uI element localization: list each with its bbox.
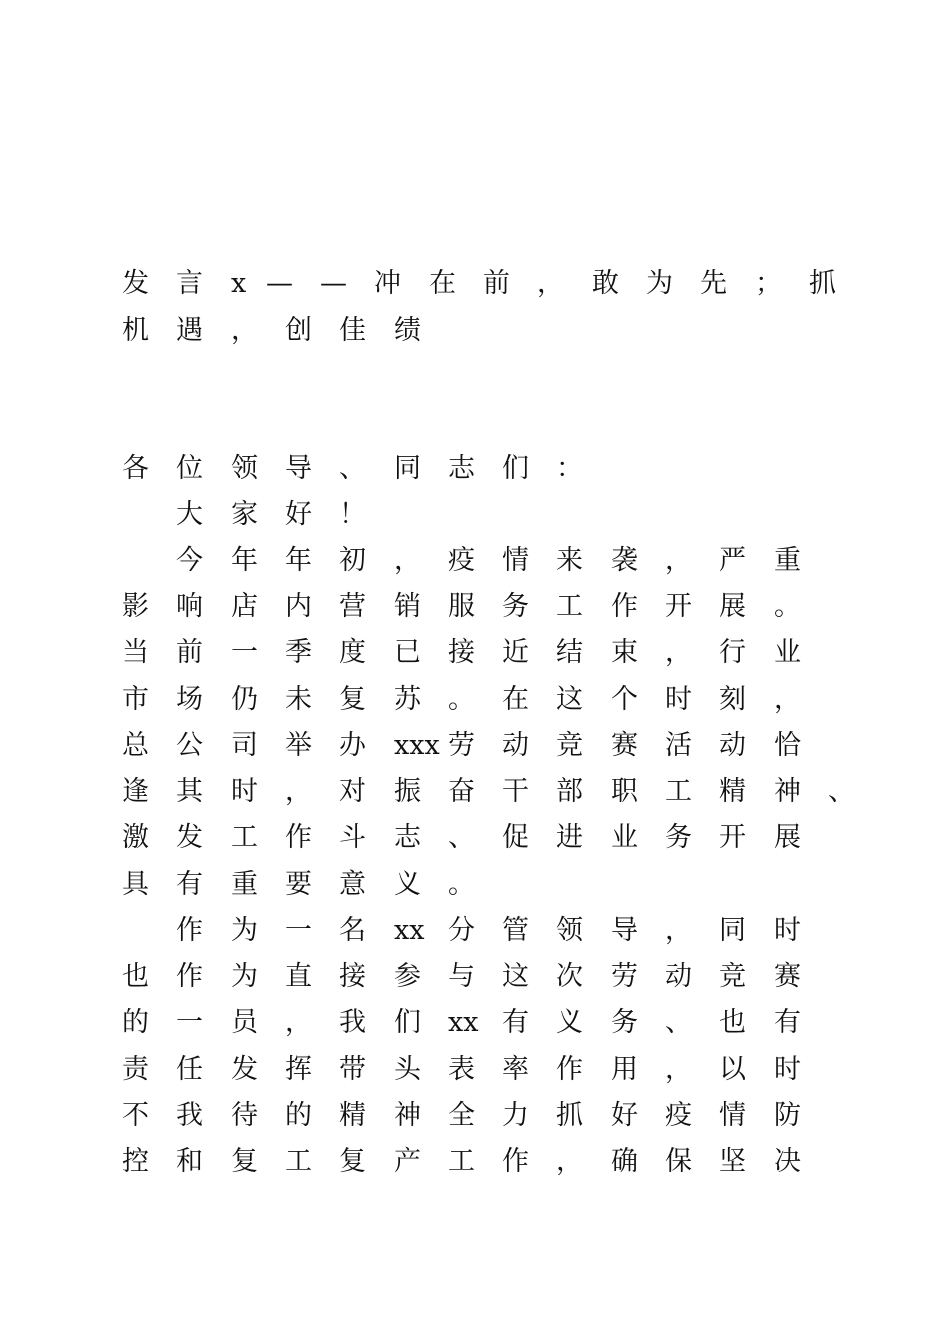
text-char: ， (665, 637, 692, 668)
text-char: 发 (231, 1054, 258, 1085)
text-char: 市 (122, 684, 149, 715)
text-char: 与 (448, 961, 475, 992)
text-char: 、 (448, 822, 475, 853)
text-char: — (320, 268, 347, 299)
text-char: ， (231, 315, 258, 346)
text-char: 时 (774, 1054, 801, 1085)
text-char: 也 (122, 961, 149, 992)
text-char: 作 (556, 1054, 583, 1085)
text-char: 力 (502, 1100, 529, 1131)
text-char: 绩 (394, 315, 421, 346)
text-char: 遇 (176, 315, 203, 346)
text-char: 劳 (611, 961, 638, 992)
text-char: 办 (339, 730, 366, 761)
text-char: 佳 (339, 315, 366, 346)
text-char: 近 (502, 637, 529, 668)
text-char: 影 (122, 591, 149, 622)
text-char: 发 (122, 268, 149, 299)
text-char: 束 (611, 637, 638, 668)
text-char: 前 (483, 268, 510, 299)
text-char: 冲 (374, 268, 401, 299)
text-char: 工 (665, 776, 692, 807)
text-char: 义 (394, 869, 421, 900)
text-char: 有 (774, 1007, 801, 1038)
text-char: 作 (611, 591, 638, 622)
text-char: 待 (231, 1100, 258, 1131)
text-char: 。 (774, 591, 801, 622)
text-char: 重 (774, 545, 801, 576)
text-char: 位 (176, 453, 203, 484)
text-char: 业 (611, 822, 638, 853)
text-char: 今 (176, 545, 203, 576)
text-char: ， (285, 776, 312, 807)
text-char: 总 (122, 730, 149, 761)
text-char: 同 (719, 915, 746, 946)
text-char: 发 (176, 822, 203, 853)
text-char: 确 (611, 1146, 638, 1177)
text-char: 竞 (719, 961, 746, 992)
text-char: 领 (556, 915, 583, 946)
text-char: 表 (448, 1054, 475, 1085)
text-char: 敢 (592, 268, 619, 299)
text-char: 活 (665, 730, 692, 761)
text-char: 以 (719, 1054, 746, 1085)
text-char: 为 (231, 961, 258, 992)
text-char: 一 (285, 915, 312, 946)
text-char: 。 (448, 869, 475, 900)
text-char: ， (556, 1146, 583, 1177)
text-char: 年 (231, 545, 258, 576)
text-char: 在 (502, 684, 529, 715)
text-char: 赛 (611, 730, 638, 761)
text-char: 用 (611, 1054, 638, 1085)
text-char: 度 (339, 637, 366, 668)
text-char: 个 (611, 684, 638, 715)
text-char: 、 (665, 1007, 692, 1038)
text-char: 这 (502, 961, 529, 992)
text-char: 不 (122, 1100, 149, 1131)
text-char: — (266, 268, 293, 299)
text-char: ： (556, 453, 583, 484)
text-char: 时 (231, 776, 258, 807)
text-char: 动 (502, 730, 529, 761)
text-char: 创 (285, 315, 312, 346)
text-char: 全 (448, 1100, 475, 1131)
text-char: 复 (339, 684, 366, 715)
text-char: ， (394, 545, 421, 576)
text-char: 们 (502, 453, 529, 484)
text-char: 行 (719, 637, 746, 668)
text-char: 员 (231, 1007, 258, 1038)
text-char: 导 (611, 915, 638, 946)
text-char: xx (394, 915, 425, 946)
text-char: 工 (448, 1146, 475, 1177)
text-char: 服 (448, 591, 475, 622)
text-char: 刻 (719, 684, 746, 715)
text-char: 我 (339, 1007, 366, 1038)
text-char: 机 (122, 315, 149, 346)
text-char: 复 (339, 1146, 366, 1177)
text-char: 严 (719, 545, 746, 576)
text-char: 。 (448, 684, 475, 715)
text-char: 好 (611, 1100, 638, 1131)
text-char: 响 (176, 591, 203, 622)
text-char: 坚 (719, 1146, 746, 1177)
text-char: 来 (556, 545, 583, 576)
text-char: 重 (231, 869, 258, 900)
text-char: 促 (502, 822, 529, 853)
text-char: 赛 (774, 961, 801, 992)
text-char: 的 (285, 1100, 312, 1131)
text-char: 先 (700, 268, 727, 299)
text-char: 分 (448, 915, 475, 946)
text-char: 保 (665, 1146, 692, 1177)
text-char: 斗 (339, 822, 366, 853)
text-char: 其 (176, 776, 203, 807)
text-char: 同 (394, 453, 421, 484)
text-char: 各 (122, 453, 149, 484)
text-char: 决 (774, 1146, 801, 1177)
text-char: 恰 (774, 730, 801, 761)
text-char: 年 (285, 545, 312, 576)
text-char: 、 (339, 453, 366, 484)
text-char: ； (755, 268, 782, 299)
text-char: 接 (339, 961, 366, 992)
text-char: ！ (339, 499, 366, 530)
text-char: 神 (394, 1100, 421, 1131)
text-char: 前 (176, 637, 203, 668)
text-char: 率 (502, 1054, 529, 1085)
text-char: 管 (502, 915, 529, 946)
text-char: 劳 (448, 730, 475, 761)
text-char: 开 (719, 822, 746, 853)
text-char: 大 (176, 499, 203, 530)
text-char: 开 (665, 591, 692, 622)
text-char: 未 (285, 684, 312, 715)
text-char: 挥 (285, 1054, 312, 1085)
text-char: 内 (285, 591, 312, 622)
text-char: 竞 (556, 730, 583, 761)
text-char: 具 (122, 869, 149, 900)
text-char: 产 (394, 1146, 421, 1177)
text-char: 有 (502, 1007, 529, 1038)
text-char: 工 (556, 591, 583, 622)
text-char: 疫 (665, 1100, 692, 1131)
text-char: ， (285, 1007, 312, 1038)
text-char: 、 (828, 776, 855, 807)
text-char: 神 (774, 776, 801, 807)
text-char: 的 (122, 1007, 149, 1038)
text-char: 防 (774, 1100, 801, 1131)
text-char: 复 (231, 1146, 258, 1177)
text-char: 一 (231, 637, 258, 668)
text-char: 抓 (809, 268, 836, 299)
text-char: 务 (665, 822, 692, 853)
text-char: 季 (285, 637, 312, 668)
text-char: 次 (556, 961, 583, 992)
text-char: 当 (122, 637, 149, 668)
text-char: 振 (394, 776, 421, 807)
text-char: 精 (339, 1100, 366, 1131)
text-char: 举 (285, 730, 312, 761)
text-char: 名 (339, 915, 366, 946)
text-char: 我 (176, 1100, 203, 1131)
text-char: 领 (231, 453, 258, 484)
text-char: ， (665, 915, 692, 946)
text-char: 务 (611, 1007, 638, 1038)
text-char: 作 (176, 915, 203, 946)
text-char: 精 (719, 776, 746, 807)
text-char: 展 (719, 591, 746, 622)
text-char: 务 (502, 591, 529, 622)
text-char: 销 (394, 591, 421, 622)
text-char: 带 (339, 1054, 366, 1085)
text-char: 好 (285, 499, 312, 530)
text-char: 司 (231, 730, 258, 761)
text-char: 进 (556, 822, 583, 853)
text-char: 控 (122, 1146, 149, 1177)
text-char: 抓 (556, 1100, 583, 1131)
text-char: 初 (339, 545, 366, 576)
text-char: 导 (285, 453, 312, 484)
text-char: ， (665, 545, 692, 576)
text-char: 工 (231, 822, 258, 853)
text-char: x (231, 268, 247, 299)
text-char: 作 (285, 822, 312, 853)
text-char: 已 (394, 637, 421, 668)
text-char: 义 (556, 1007, 583, 1038)
text-char: 情 (502, 545, 529, 576)
text-char: 情 (719, 1100, 746, 1131)
text-char: 动 (719, 730, 746, 761)
text-char: 接 (448, 637, 475, 668)
text-char: 参 (394, 961, 421, 992)
text-char: 在 (429, 268, 456, 299)
text-char: ， (774, 684, 801, 715)
text-char: 业 (774, 637, 801, 668)
text-char: 时 (665, 684, 692, 715)
text-char: 家 (231, 499, 258, 530)
text-char: 疫 (448, 545, 475, 576)
text-char: 部 (556, 776, 583, 807)
text-char: xx (448, 1007, 479, 1038)
text-char: 们 (394, 1007, 421, 1038)
text-char: 营 (339, 591, 366, 622)
text-char: xxx (394, 730, 440, 761)
text-char: 奋 (448, 776, 475, 807)
text-char: 要 (285, 869, 312, 900)
text-char: 作 (502, 1146, 529, 1177)
text-char: 袭 (611, 545, 638, 576)
text-char: 仍 (231, 684, 258, 715)
text-char: 对 (339, 776, 366, 807)
text-char: 展 (774, 822, 801, 853)
text-char: 头 (394, 1054, 421, 1085)
text-char: ， (537, 268, 564, 299)
text-char: 逢 (122, 776, 149, 807)
text-char: 工 (285, 1146, 312, 1177)
text-char: 意 (339, 869, 366, 900)
text-char: 店 (231, 591, 258, 622)
text-char: 志 (448, 453, 475, 484)
text-char: 结 (556, 637, 583, 668)
text-char: ， (665, 1054, 692, 1085)
text-char: 公 (176, 730, 203, 761)
text-char: 和 (176, 1146, 203, 1177)
text-char: 为 (231, 915, 258, 946)
text-char: 有 (176, 869, 203, 900)
text-char: 志 (394, 822, 421, 853)
text-char: 一 (176, 1007, 203, 1038)
text-char: 职 (611, 776, 638, 807)
text-char: 责 (122, 1054, 149, 1085)
text-char: 动 (665, 961, 692, 992)
text-char: 时 (774, 915, 801, 946)
text-char: 干 (502, 776, 529, 807)
text-char: 这 (556, 684, 583, 715)
text-char: 直 (285, 961, 312, 992)
text-char: 作 (176, 961, 203, 992)
text-char: 场 (176, 684, 203, 715)
text-char: 任 (176, 1054, 203, 1085)
text-char: 苏 (394, 684, 421, 715)
text-char: 也 (719, 1007, 746, 1038)
text-char: 为 (646, 268, 673, 299)
text-char: 言 (176, 268, 203, 299)
text-char: 激 (122, 822, 149, 853)
